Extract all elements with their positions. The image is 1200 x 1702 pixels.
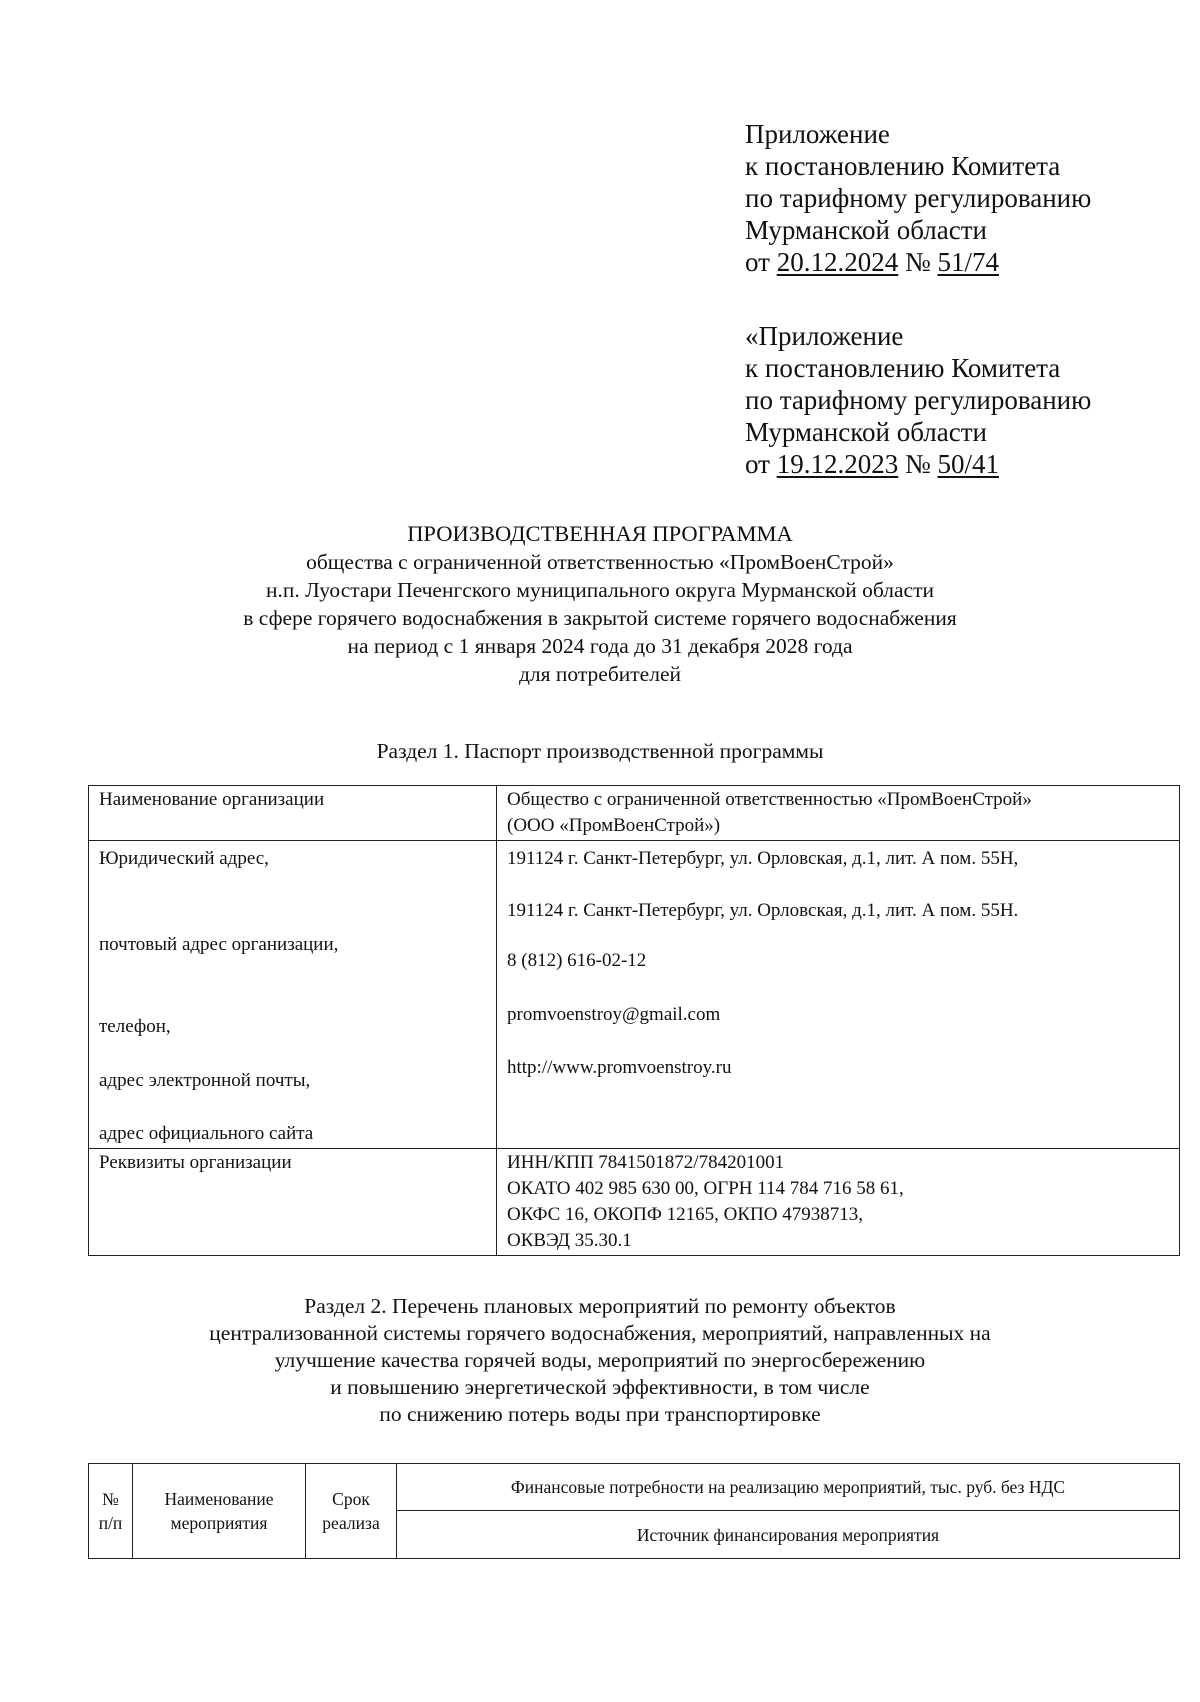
column-header-funding-source: Источник финансирования мероприятия [397, 1511, 1180, 1559]
section-1-title: Раздел 1. Паспорт производственной программы [376, 739, 824, 763]
column-header-activity-name [133, 1464, 306, 1559]
table-row [89, 786, 1180, 841]
row-value-cell [497, 841, 1180, 1149]
okato-ogrn-value: ОКАТО 402 985 630 00, ОГРН 114 784 716 58 61, [507, 1178, 904, 1199]
column-header-line: № [102, 1489, 119, 1509]
program-organization-line: общества с ограниченной ответственностью «ПромВоенСтрой» [306, 550, 894, 574]
okved-value: ОКВЭД 35.30.1 [507, 1230, 632, 1251]
postal-address-value: 191124 г. Санкт-Петербург, ул. Орловская, д.1, лит. А пом. 55Н. [507, 900, 1019, 921]
approval-region-line: Мурманской области [745, 417, 987, 447]
row-label-cell [89, 841, 497, 1149]
organization-full-name: Общество с ограниченной ответственностью «ПромВоенСтрой» [507, 789, 1032, 810]
row-label-cell [89, 786, 497, 841]
organization-name-label: Наименование организации [99, 789, 325, 810]
approval-date-line [745, 246, 1091, 278]
date-prefix: от [745, 449, 777, 479]
legal-address-label: Юридический адрес, [99, 848, 269, 869]
section-2-heading [0, 1293, 1200, 1428]
inn-kpp-value: ИНН/КПП 7841501872/784201001 [507, 1152, 785, 1173]
approval-resolution-line: к постановлению Комитета [745, 151, 1061, 181]
program-title: ПРОИЗВОДСТВЕННАЯ ПРОГРАММА [407, 521, 793, 546]
approval-title: «Приложение [745, 321, 904, 351]
program-scope-line: в сфере горячего водоснабжения в закрытой системе горячего водоснабжения [243, 606, 957, 630]
column-header-line: Срок [332, 1489, 370, 1509]
column-header-number [89, 1464, 133, 1559]
date-prefix: от [745, 247, 777, 277]
approval-region-line: Мурманской области [745, 215, 987, 245]
program-audience-line: для потребителей [518, 662, 682, 686]
column-header-line: п/п [98, 1513, 123, 1533]
column-header-financial-needs: Финансовые потребности на реализацию мероприятий, тыс. руб. без НДС [397, 1464, 1180, 1511]
table-header-row [89, 1464, 1180, 1511]
approval-date-line [745, 448, 1091, 480]
approval-block-previous [745, 320, 1091, 480]
row-value-cell [497, 786, 1180, 841]
approval-date: 19.12.2023 [776, 449, 899, 479]
program-period-line: на период с 1 января 2024 года до 31 декабря 2028 года [347, 634, 853, 658]
approval-resolution-line: к постановлению Комитета [745, 353, 1061, 383]
program-location-line: н.п. Луостари Печенгского муниципального округа Мурманской области [266, 578, 934, 602]
postal-address-label: почтовый адрес организации, [99, 934, 339, 955]
column-header-line: Наименование [164, 1489, 274, 1509]
passport-table [88, 785, 1180, 1256]
section-2-title-line: централизованной системы горячего водоснабжения, мероприятий, направленных на [209, 1321, 991, 1345]
activities-table [88, 1463, 1180, 1559]
row-value-cell [497, 1149, 1180, 1256]
table-row [89, 841, 1180, 1149]
website-value: http://www.promvoenstroy.ru [507, 1057, 732, 1078]
table-row [89, 1149, 1180, 1256]
okfs-okopf-okpo-value: ОКФС 16, ОКОПФ 12165, ОКПО 47938713, [507, 1204, 863, 1225]
column-header-line: мероприятия [170, 1513, 268, 1533]
email-value: promvoenstroy@gmail.com [507, 1004, 721, 1025]
program-heading [0, 520, 1200, 688]
organization-short-name: (ООО «ПромВоенСтрой») [507, 815, 721, 836]
approval-date: 20.12.2024 [776, 247, 899, 277]
column-header-line: реализа [322, 1513, 380, 1533]
approval-title: Приложение [745, 119, 890, 149]
section-2-title-line: Раздел 2. Перечень плановых мероприятий по ремонту объектов [304, 1294, 896, 1318]
number-prefix: № [898, 449, 938, 479]
requisites-label: Реквизиты организации [99, 1152, 292, 1173]
phone-value: 8 (812) 616-02-12 [507, 950, 647, 971]
approval-number: 50/41 [937, 449, 999, 479]
approval-number: 51/74 [937, 247, 999, 277]
email-label: адрес электронной почты, [99, 1070, 311, 1091]
legal-address-value: 191124 г. Санкт-Петербург, ул. Орловская, д.1, лит. А пом. 55Н, [507, 848, 1019, 869]
number-prefix: № [898, 247, 938, 277]
section-2-title-line: и повышению энергетической эффективности, в том числе [330, 1375, 870, 1399]
section-2-title-line: улучшение качества горячей воды, мероприятий по энергосбережению [274, 1348, 926, 1372]
column-header-term [306, 1464, 397, 1559]
approval-committee-line: по тарифному регулированию [745, 385, 1092, 415]
phone-label: телефон, [99, 1016, 171, 1037]
website-label: адрес официального сайта [99, 1123, 314, 1144]
approval-block-current [745, 118, 1091, 278]
approval-committee-line: по тарифному регулированию [745, 183, 1092, 213]
row-label-cell [89, 1149, 497, 1256]
section-1-heading [0, 737, 1200, 765]
section-2-title-line: по снижению потерь воды при транспортировке [379, 1402, 821, 1426]
